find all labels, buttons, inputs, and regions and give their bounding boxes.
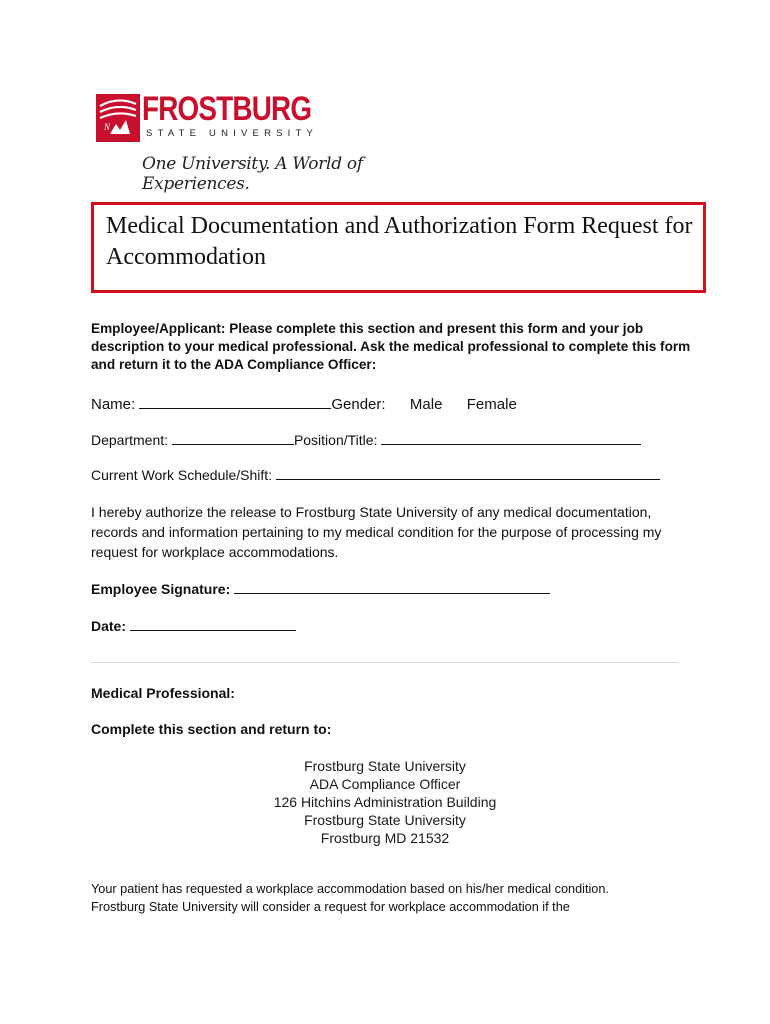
section-divider bbox=[91, 662, 679, 663]
name-field[interactable] bbox=[139, 395, 331, 409]
patient-notice bbox=[91, 880, 691, 916]
return-address bbox=[91, 757, 679, 847]
date-label: Date: bbox=[91, 618, 127, 634]
department-label: Department: bbox=[91, 432, 169, 448]
name-gender-row bbox=[91, 395, 517, 413]
position-field[interactable] bbox=[381, 431, 641, 445]
svg-text:N: N bbox=[104, 122, 111, 132]
authorization-statement: I hereby authorize the release to Frostburg State University of any medical documentation, records and information pertaining to my medical condition for the purpose of processing my request for workplace accommodations. bbox=[91, 504, 662, 560]
patient-notice-line: Your patient has requested a workplace accommodation based on his/her medical condition. bbox=[91, 882, 609, 896]
address-line: ADA Compliance Officer bbox=[309, 776, 461, 792]
frostburg-flame-mark-icon bbox=[96, 94, 140, 142]
date-field[interactable] bbox=[130, 617, 296, 631]
department-field[interactable] bbox=[172, 431, 294, 445]
address-line: Frostburg MD 21532 bbox=[320, 830, 450, 846]
address-line: 126 Hitchins Administration Building bbox=[273, 794, 497, 810]
signature-label: Employee Signature: bbox=[91, 581, 231, 597]
employee-instructions: Employee/Applicant: Please complete this section and present this form and your job description to your medical professional. Ask the medical professional to complete this form and return it to the ADA Compliance Officer: bbox=[91, 321, 691, 372]
logo-wordmark: FROSTBURG bbox=[142, 90, 312, 128]
schedule-field[interactable] bbox=[276, 466, 660, 480]
schedule-row bbox=[91, 466, 660, 483]
gender-label: Gender: bbox=[331, 396, 386, 413]
position-label: Position/Title: bbox=[293, 432, 378, 448]
title-box bbox=[91, 202, 706, 293]
gender-male-option[interactable]: Male bbox=[409, 396, 443, 413]
department-position-row bbox=[91, 431, 641, 448]
address-line: Frostburg State University bbox=[304, 758, 466, 774]
return-heading: Complete this section and return to: bbox=[91, 721, 332, 737]
name-label: Name: bbox=[91, 396, 136, 413]
date-row bbox=[91, 617, 296, 634]
logo-subtitle: STATE UNIVERSITY bbox=[146, 128, 319, 139]
medical-heading: Medical Professional: bbox=[91, 685, 235, 701]
signature-row bbox=[91, 580, 550, 597]
university-logo bbox=[96, 90, 426, 194]
address-line: Frostburg State University bbox=[304, 812, 466, 828]
schedule-label: Current Work Schedule/Shift: bbox=[91, 467, 273, 483]
logo-tagline: One University. A World of Experiences. bbox=[142, 154, 363, 194]
patient-notice-line: Frostburg State University will consider a request for workplace accommodation if the bbox=[91, 900, 570, 914]
signature-field[interactable] bbox=[234, 580, 550, 594]
gender-female-option[interactable]: Female bbox=[466, 396, 517, 413]
form-title: Medical Documentation and Authorization Form Request for Accommodation bbox=[106, 213, 693, 270]
